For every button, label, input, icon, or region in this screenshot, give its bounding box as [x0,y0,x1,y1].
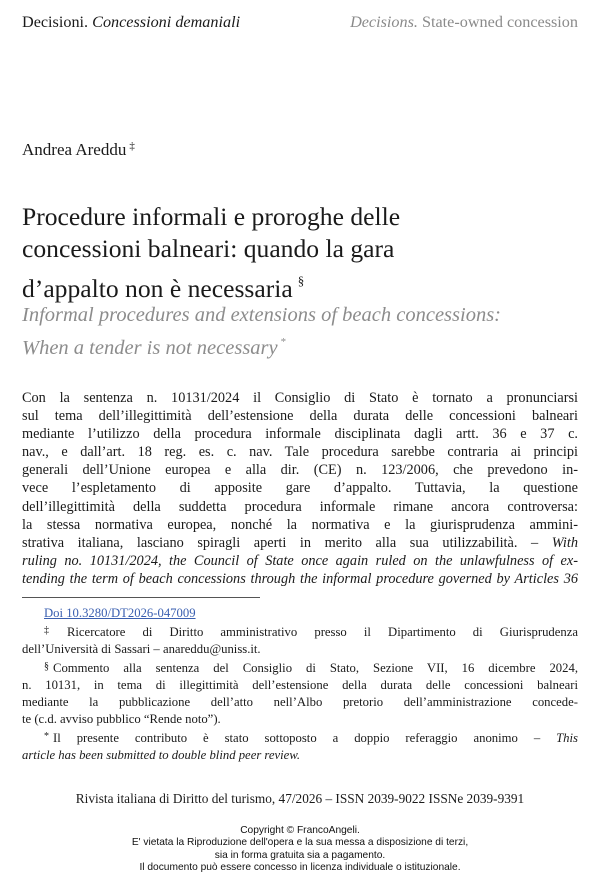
copyright-line: Il documento può essere concesso in licenza individuale o istituzionale. [139,861,461,873]
footnote-comment-cont: n. 10131, in tema di illegittimità dell’estensione della durata delle concessioni balneari [22,678,578,692]
running-header-right [350,13,578,32]
title-line: d’appalto non è necessaria § [22,273,305,303]
footnote-author: ‡ Ricercatore di Diritto amministrativo presso il Dipartimento di Giurisprudenza [44,625,578,639]
abstract-line: vece l’espletamento di apposite gare d’appalto. Tuttavia, la questione [22,480,578,497]
header-topic-label-en: State-owned concession [417,13,578,31]
header-section-label-en: Decisions. [350,13,418,31]
footnote-review-cont: article has been submitted to double blind peer review. [22,748,301,762]
article-title [22,201,582,305]
footnote-mark: ‡ [44,625,63,636]
title-footnote-mark: § [297,273,305,288]
footnote-author-cont: dell’Università di Sassari – anareddu@uniss.it. [22,642,261,656]
footnotes [22,605,578,764]
footnote-comment-cont: te (c.d. avviso pubblico “Rende noto”). [22,712,221,726]
footnote-review: * Il presente contributo è stato sottoposto a doppio referaggio anonimo – This [44,731,578,745]
abstract-line: mediante l’utilizzo della procedura informale disciplinata dagli artt. 36 e 37 c. [22,426,578,443]
copyright-notice [0,825,600,874]
author-footnote-mark: ‡ [129,140,135,152]
subtitle-line: Informal procedures and extensions of beach concessions: [22,304,501,326]
abstract-line: ruling no. 10131/2024, the Council of State once again ruled on the unlawfulness of ex- [22,552,579,569]
abstract-line: generali dell’Unione europea e alla dir. (CE) n. 123/2006, che prevedono in- [22,462,578,479]
header-section-label: Decisioni. [22,13,93,31]
footnote-comment: § Commento alla sentenza del Consiglio di Stato, Sezione VII, 16 dicembre 2024, [44,661,578,675]
footnote-mark: * [44,731,49,742]
abstract-line: nav., e dall’art. 18 reg. es. c. nav. Tale procedura sarebbe contraria ai principi [22,444,578,461]
journal-citation: Rivista italiana di Diritto del turismo, 47/2026 – ISSN 2039-9022 ISSNe 2039-9391 [75,791,525,806]
abstract-line: dell’illegittimità della suddetta procedura informale rimane ancora controversa: [22,498,578,515]
abstract-line: strativa italiana, lasciano spiragli aperti in merito alla sua utilizzabilità. – With [22,534,578,551]
abstract [22,389,578,588]
copyright-line: sia in forma gratuita sia a pagamento. [214,849,386,861]
title-line: Procedure informali e proroghe delle [22,202,401,231]
article-subtitle [22,302,582,362]
abstract-line: Con la sentenza n. 10131/2024 il Consiglio di Stato è tornato a pronunciarsi [22,390,578,406]
abstract-line: sul tema dell’illegittimità dell’estensione della durata delle concessioni balneari [22,408,578,425]
title-line: concessioni balneari: quando la gara [22,234,395,263]
footnote-comment-cont: mediante la pubblicazione dell’atto nell’Albo pretorio dell’amministrazione concede- [22,695,578,709]
author-name: Andrea Areddu [22,140,127,159]
copyright-line: Copyright © FrancoAngeli. [240,825,360,836]
footnote-separator [22,597,260,598]
author-line [22,140,135,160]
abstract-line: tending the term of beach concessions through the informal procedure governed by Articles 36 [22,570,578,587]
subtitle-footnote-mark: * [280,336,287,348]
doi-link[interactable]: Doi 10.3280/DT2026-047009 [44,606,196,620]
header-topic-label: Concessioni demaniali [92,13,241,31]
footnote-mark: § [44,661,49,672]
running-header-left [22,13,240,32]
copyright-line: E' vietata la Riproduzione dell'opera e la sua messa a disposizione di terzi, [131,837,469,849]
abstract-line: la stessa normativa europea, nonché la normativa e la giurisprudenza ammini- [22,516,578,533]
running-header [22,13,578,35]
subtitle-line: When a tender is not necessary * [22,336,287,359]
